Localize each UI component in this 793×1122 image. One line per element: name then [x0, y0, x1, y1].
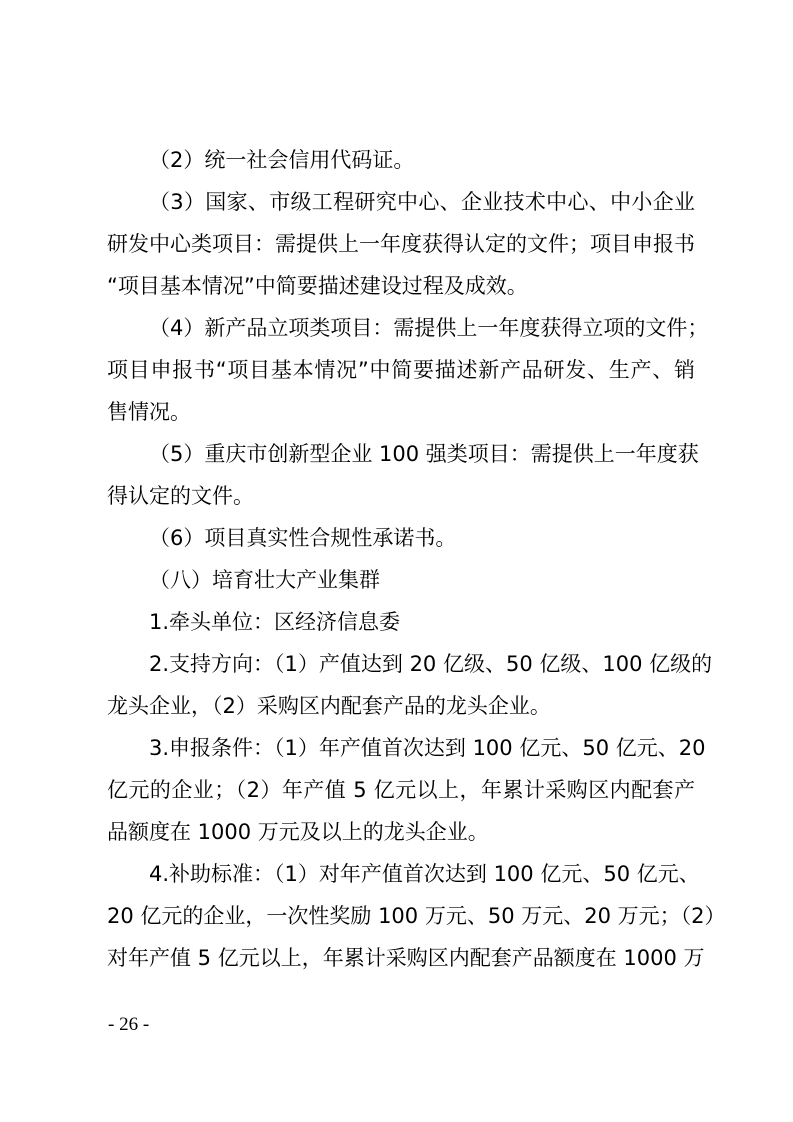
text-line: 得认定的文件。	[107, 484, 254, 508]
paragraph-subsidy-standard	[107, 853, 726, 979]
paragraph-item-4	[107, 307, 709, 433]
text-line: “项目基本情况”中简要描述建设过程及成效。	[107, 274, 528, 298]
text-line: 亿元的企业；（2）年产值 5 亿元以上，年累计采购区内配套产	[107, 778, 695, 802]
document-body	[107, 139, 726, 979]
text-line: （3）国家、市级工程研究中心、企业技术中心、中小企业	[149, 190, 695, 214]
text-line: 龙头企业，（2）采购区内配套产品的龙头企业。	[107, 694, 551, 718]
text-line: 3.申报条件：（1）年产值首次达到 100 亿元、50 亿元、20	[149, 736, 706, 760]
text-line: 2.支持方向：（1）产值达到 20 亿级、50 亿级、100 亿级的	[149, 652, 713, 676]
text-line: （5）重庆市创新型企业 100 强类项目：需提供上一年度获	[149, 442, 699, 466]
text-line: 项目申报书“项目基本情况”中简要描述新产品研发、生产、销	[107, 358, 695, 382]
text-line: 4.补助标准：（1）对年产值首次达到 100 亿元、50 亿元、	[149, 862, 700, 886]
section-heading: （八）培育壮大产业集群	[149, 568, 380, 592]
paragraph-item-3	[107, 181, 695, 307]
page-number: - 26 -	[108, 1014, 150, 1035]
paragraph-application-conditions	[107, 727, 706, 853]
section-heading-8	[107, 559, 695, 601]
paragraph-item-6	[107, 517, 695, 559]
text-line: （4）新产品立项类项目：需提供上一年度获得立项的文件；	[149, 316, 709, 340]
text-line: 1.牵头单位：区经济信息委	[149, 610, 401, 634]
paragraph-item-2	[107, 139, 695, 181]
text-line: 品额度在 1000 万元及以上的龙头企业。	[107, 820, 489, 844]
text-line: （6）项目真实性合规性承诺书。	[149, 526, 457, 550]
text-line: 售情况。	[107, 400, 191, 424]
text-line: （2）统一社会信用代码证。	[149, 148, 415, 172]
paragraph-lead-unit	[107, 601, 695, 643]
paragraph-item-5	[107, 433, 699, 517]
paragraph-support-direction	[107, 643, 713, 727]
text-line: 研发中心类项目：需提供上一年度获得认定的文件；项目申报书	[107, 232, 695, 256]
text-line: 对年产值 5 亿元以上，年累计采购区内配套产品额度在 1000 万	[107, 946, 705, 970]
text-line: 20 亿元的企业，一次性奖励 100 万元、50 万元、20 万元；（2）	[107, 904, 726, 928]
